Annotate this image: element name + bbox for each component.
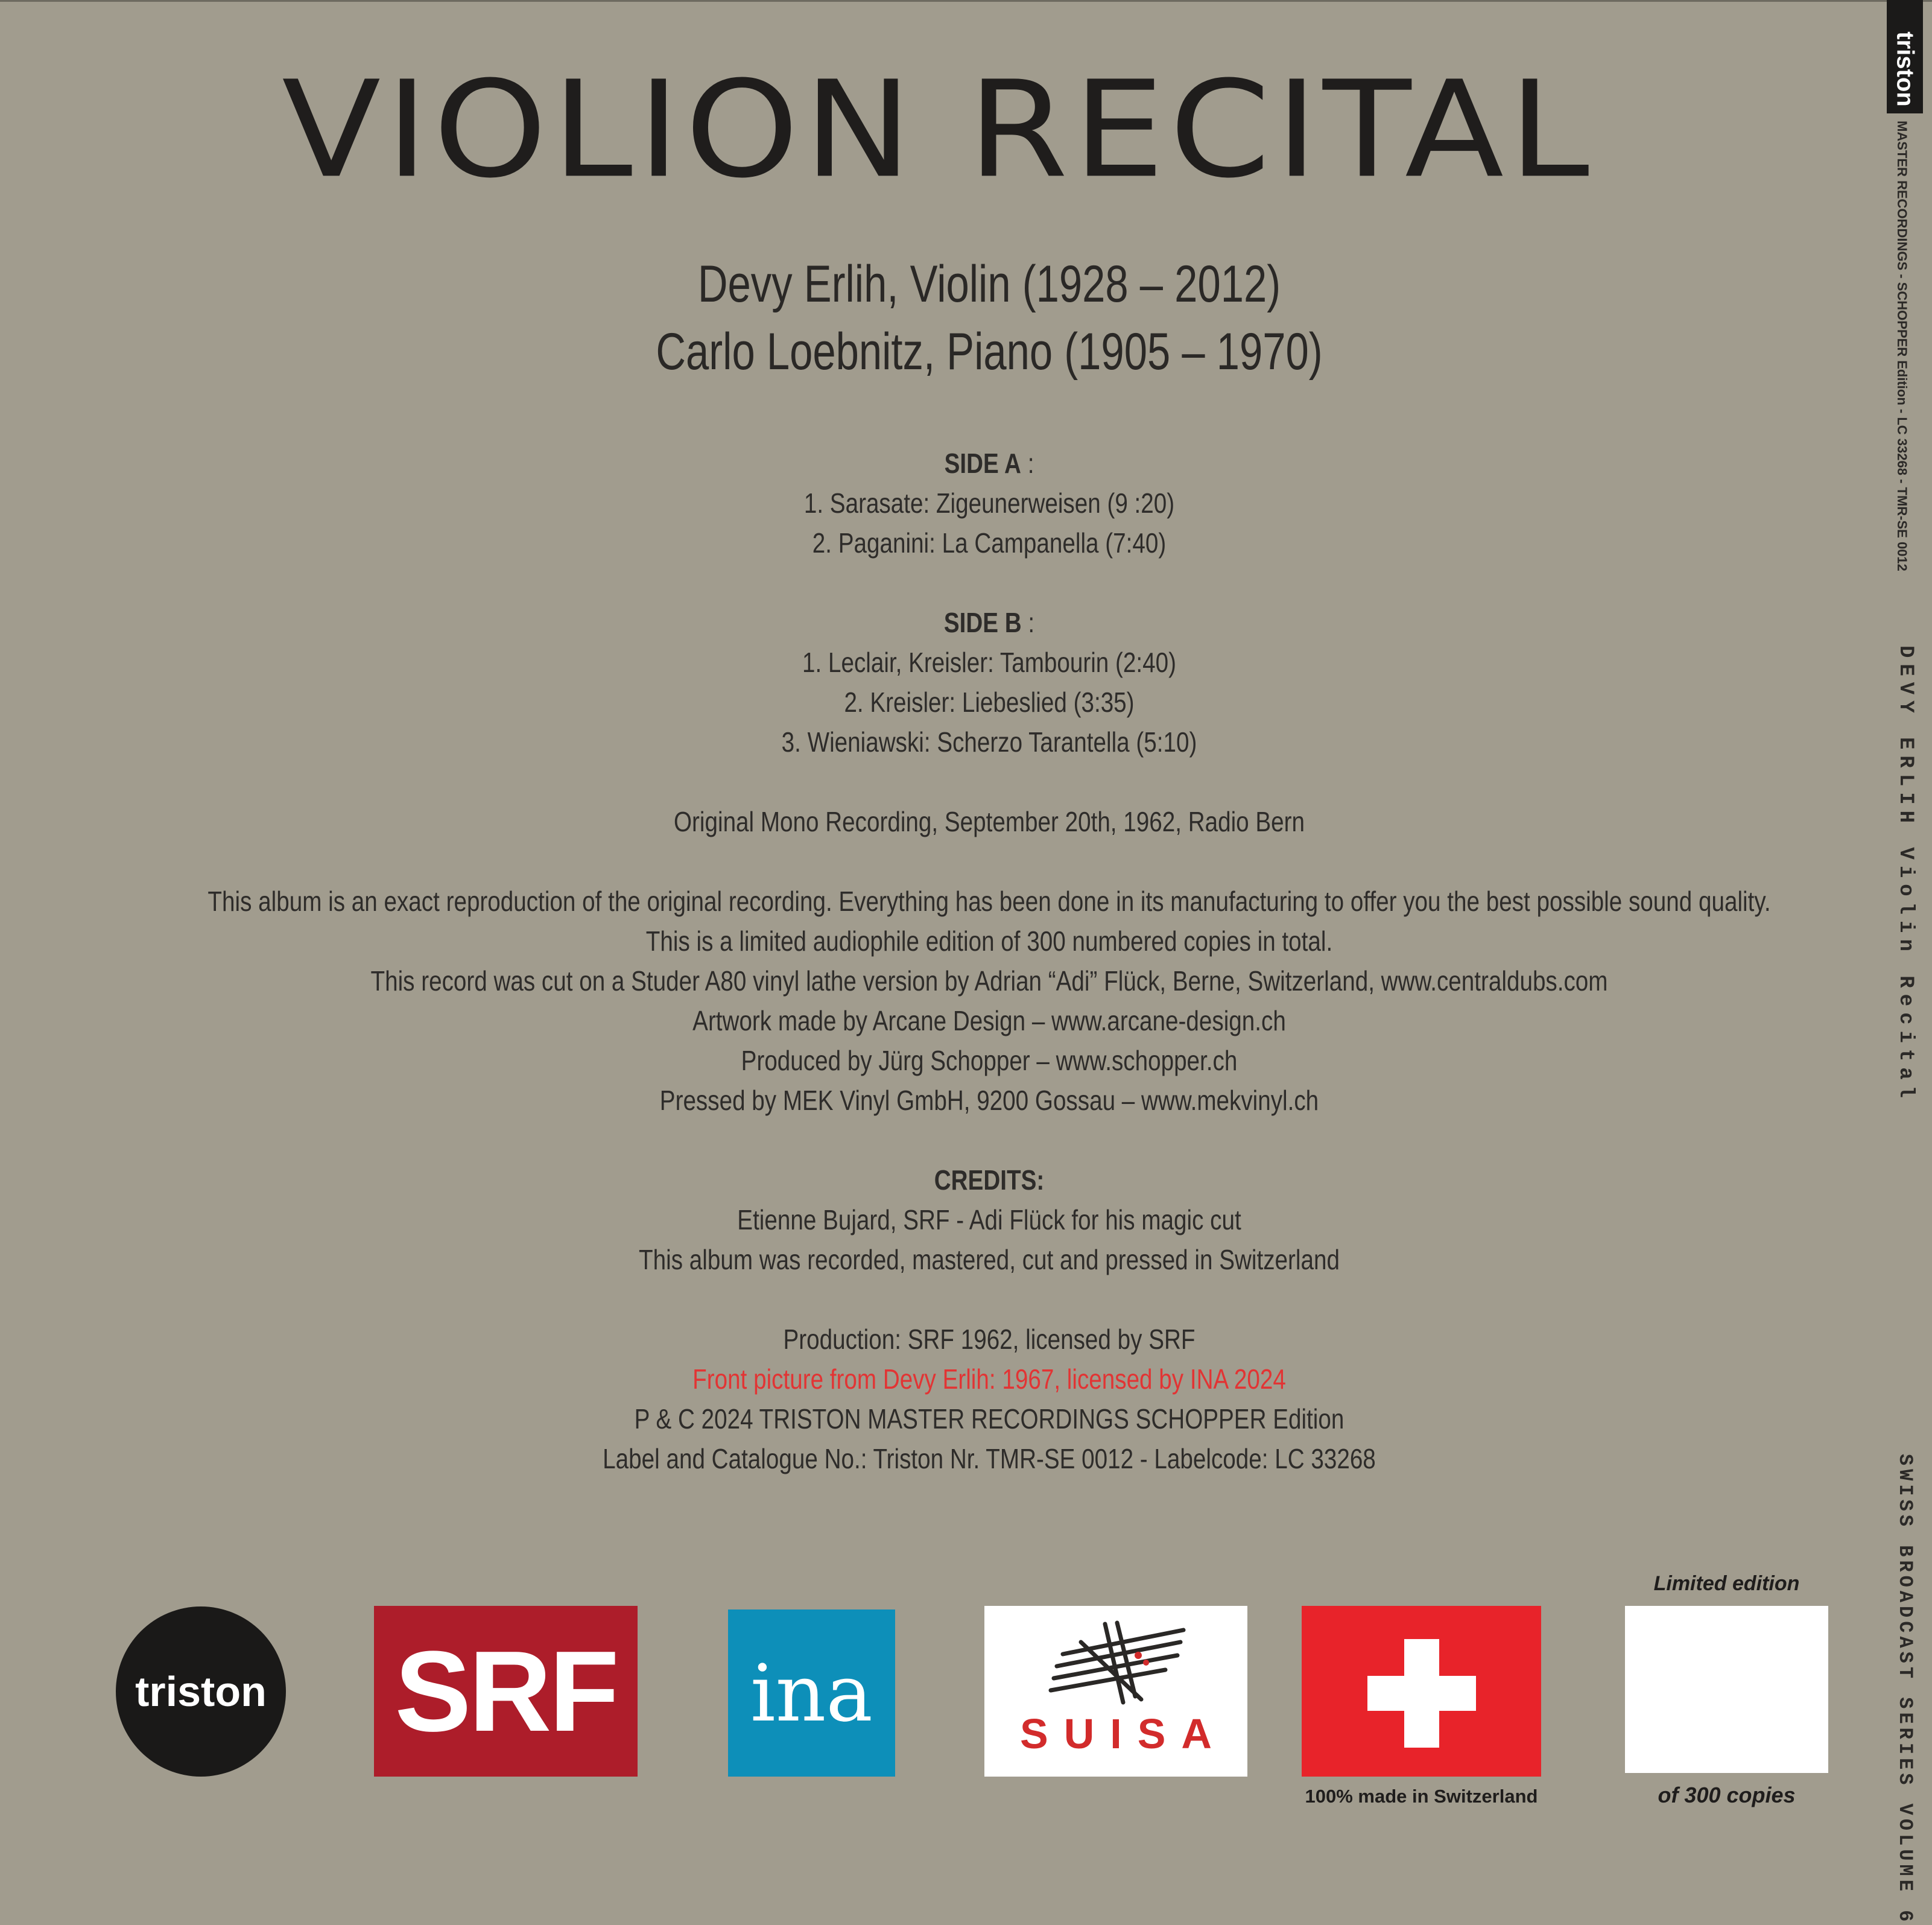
side-b-label: SIDE B bbox=[943, 607, 1022, 638]
spine-series-text: SWISS BROADCAST SERIES VOLUME 6 bbox=[1894, 1454, 1916, 1925]
production-line: Production: SRF 1962, licensed by SRF bbox=[783, 1324, 1196, 1355]
spine-brand: triston bbox=[1892, 31, 1919, 107]
credits-line: Etienne Bujard, SRF - Adi Flück for his magic cut bbox=[737, 1204, 1241, 1235]
credits-heading: CREDITS: bbox=[934, 1164, 1045, 1196]
side-b-heading bbox=[158, 603, 1820, 642]
performers-block bbox=[0, 250, 1932, 385]
copies-label: of 300 copies bbox=[1658, 1783, 1796, 1807]
side-a-colon: : bbox=[1021, 448, 1034, 479]
copyright-line: P & C 2024 TRISTON MASTER RECORDINGS SCHOPPER Edition bbox=[634, 1403, 1344, 1435]
limited-edition-label: Limited edition bbox=[1653, 1572, 1800, 1595]
spine-brand-block bbox=[1887, 0, 1923, 113]
side-b-colon: : bbox=[1021, 607, 1035, 638]
recording-note: Original Mono Recording, September 20th, 1962, Radio Bern bbox=[673, 806, 1305, 837]
picture-credit: Front picture from Devy Erlih: 1967, licensed by INA 2024 bbox=[692, 1363, 1286, 1395]
swiss-flag-logo bbox=[1302, 1606, 1541, 1777]
edition-number-box bbox=[1625, 1606, 1828, 1773]
ina-logo-text: ina bbox=[750, 1647, 873, 1739]
ina-logo bbox=[728, 1609, 895, 1777]
side-a-heading bbox=[158, 443, 1820, 483]
side-a-track: 1. Sarasate: Zigeunerweisen (9 :20) bbox=[803, 487, 1175, 519]
album-title: VIOLION RECITAL bbox=[282, 52, 1594, 208]
side-b-track: 1. Leclair, Kreisler: Tambourin (2:40) bbox=[802, 647, 1176, 678]
srf-logo bbox=[374, 1606, 638, 1777]
info-line: This album is an exact reproduction of the original recording. Everything has been done in its manufacturing to offer you the best possible sound quality. bbox=[207, 886, 1771, 917]
credits-line: This album was recorded, mastered, cut and pressed in Switzerland bbox=[639, 1244, 1340, 1275]
top-edge-line bbox=[0, 0, 1932, 2]
side-b-track: 2. Kreisler: Liebeslied (3:35) bbox=[844, 687, 1135, 718]
swiss-made-caption: 100% made in Switzerland bbox=[1305, 1786, 1538, 1807]
info-line: This record was cut on a Studer A80 vinyl lathe version by Adrian “Adi” Flück, Berne, Switzerland, www.centraldubs.com bbox=[370, 965, 1608, 997]
spine-artist-text: DEVY ERLIH Violin Recital bbox=[1894, 645, 1917, 1105]
swiss-cross-icon-vertical bbox=[1404, 1639, 1439, 1748]
info-line: Artwork made by Arcane Design – www.arcane-design.ch bbox=[692, 1005, 1286, 1036]
suisa-mark-icon bbox=[1045, 1618, 1189, 1708]
triston-logo bbox=[116, 1606, 286, 1777]
suisa-logo-text: SUISA bbox=[1020, 1710, 1227, 1757]
liner-notes bbox=[0, 443, 1932, 1479]
side-a-track: 2. Paganini: La Campanella (7:40) bbox=[812, 527, 1167, 559]
side-b-track: 3. Wieniawski: Scherzo Tarantella (5:10) bbox=[781, 726, 1197, 758]
srf-logo-text: SRF bbox=[394, 1627, 617, 1755]
spine-catalog-text: MASTER RECORDINGS - SCHOPPER Edition - LC 33268 - TMR-SE 0012 bbox=[1895, 121, 1910, 571]
suisa-logo bbox=[984, 1606, 1247, 1777]
triston-logo-text: triston bbox=[135, 1668, 267, 1715]
performer-piano: Carlo Loebnitz, Piano (1905 – 1970) bbox=[656, 323, 1323, 381]
info-line: This is a limited audiophile edition of 300 numbered copies in total. bbox=[645, 925, 1333, 957]
info-line: Produced by Jürg Schopper – www.schopper.ch bbox=[741, 1045, 1238, 1076]
performer-violin: Devy Erlih, Violin (1928 – 2012) bbox=[697, 255, 1281, 313]
side-a-label: SIDE A bbox=[944, 448, 1021, 479]
info-line: Pressed by MEK Vinyl GmbH, 9200 Gossau – www.mekvinyl.ch bbox=[659, 1085, 1319, 1116]
catalogue-line: Label and Catalogue No.: Triston Nr. TMR-SE 0012 - Labelcode: LC 33268 bbox=[603, 1443, 1376, 1474]
